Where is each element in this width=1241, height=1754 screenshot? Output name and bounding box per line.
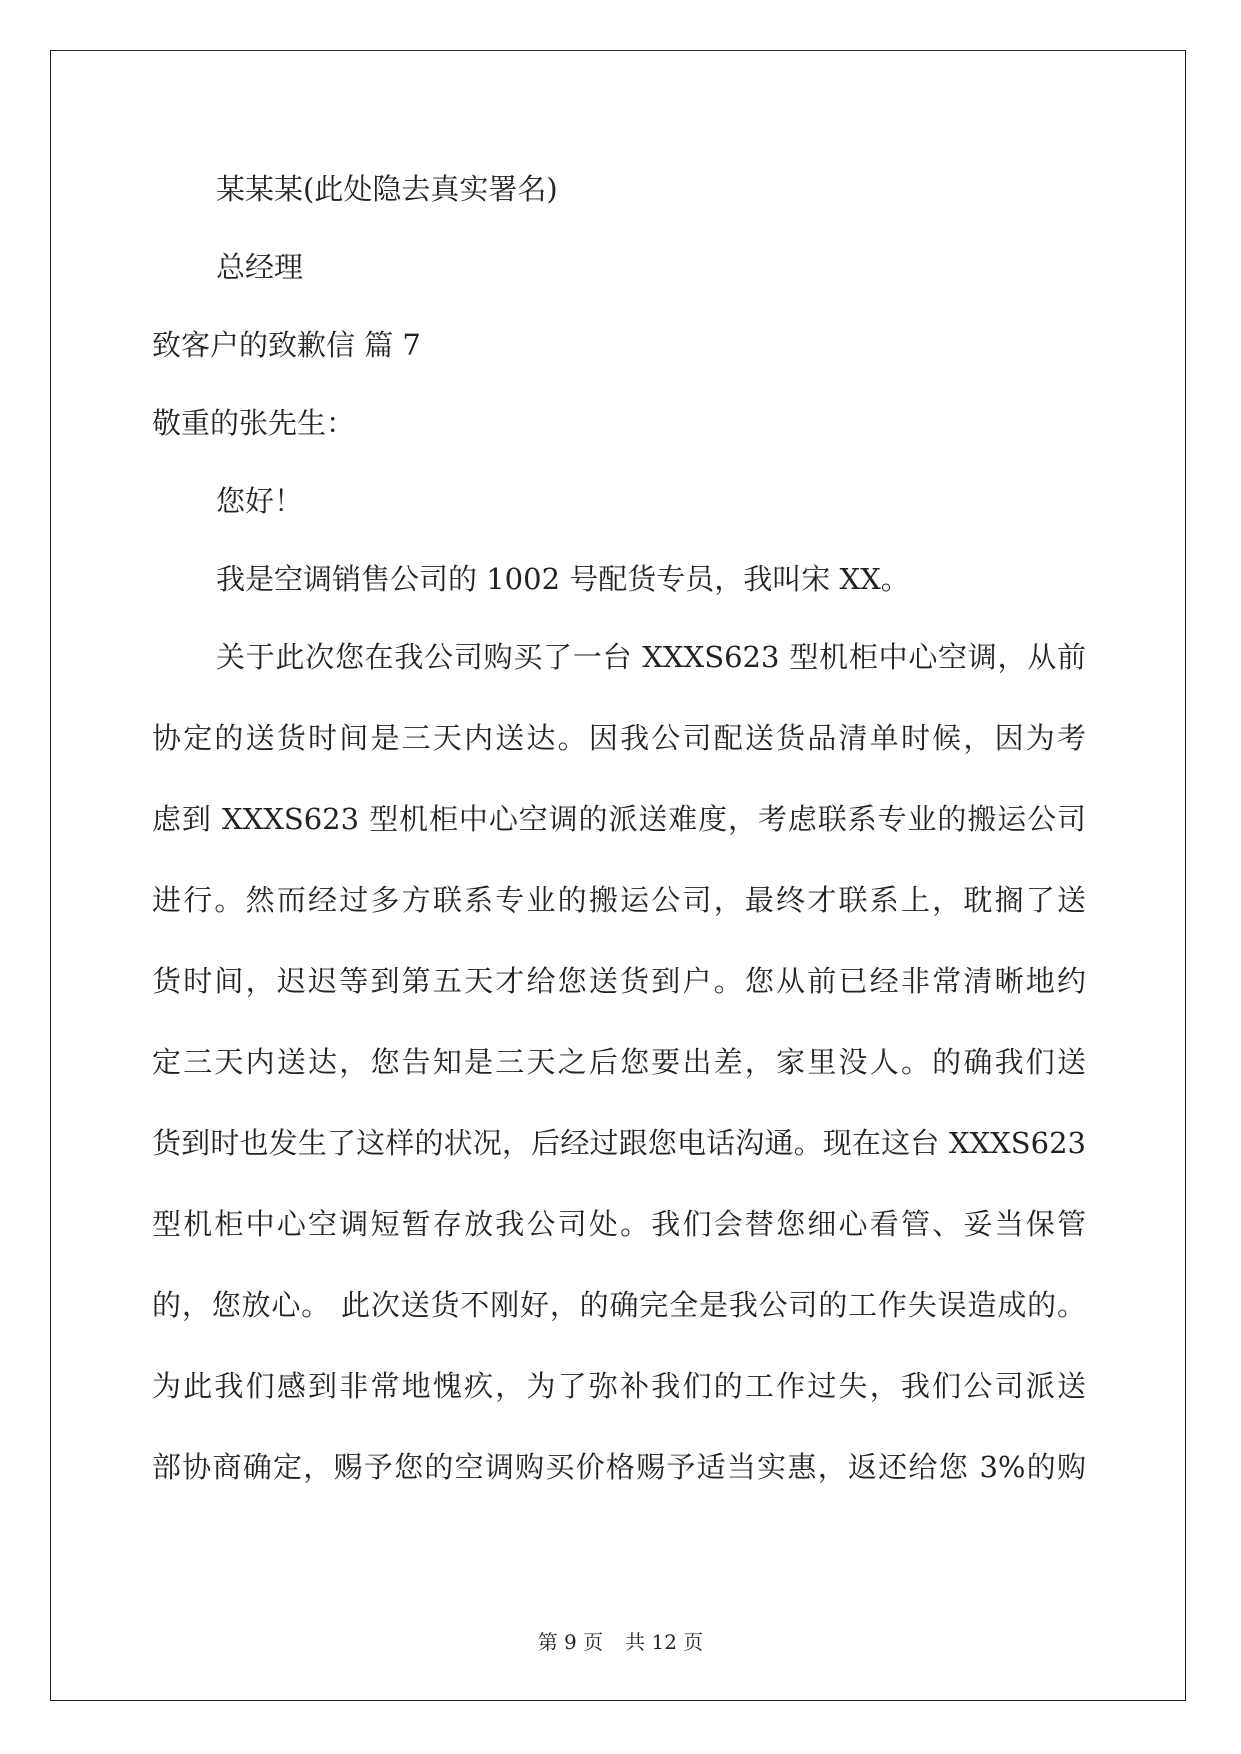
paragraph-line: 为此我们感到非常地愧疚，为了弥补我们的工作过失，我们公司派送 (152, 1369, 1086, 1403)
salutation: 敬重的张先生： (152, 406, 356, 440)
paragraph-line: 定三天内送达，您告知是三天之后您要出差，家里没人。的确我们送 (152, 1045, 1086, 1079)
paragraph-line: 协定的送货时间是三天内送达。因我公司配送货品清单时候，因为考 (152, 721, 1086, 755)
paragraph-line: 型机柜中心空调短暂存放我公司处。我们会替您细心看管、妥当保管 (152, 1207, 1086, 1241)
paragraph-line: 货时间，迟迟等到第五天才给您送货到户。您从前已经非常清晰地约 (152, 964, 1086, 998)
intro-paragraph: 我是空调销售公司的 1002 号配货专员，我叫宋 XX。 (216, 562, 910, 596)
paragraph-line: 关于此次您在我公司购买了一台 XXXS623 型机柜中心空调，从前 (216, 640, 1086, 674)
section-heading: 致客户的致歉信 篇 7 (152, 328, 421, 362)
paragraph-line: 货到时也发生了这样的状况，后经过跟您电话沟通。现在这台 XXXS623 (152, 1126, 1086, 1160)
signature-name: 某某某(此处隐去真实署名) (216, 172, 558, 206)
paragraph-line: 的，您放心。 此次送货不刚好，的确完全是我公司的工作失误造成的。 (152, 1288, 1086, 1322)
paragraph-line: 进行。然而经过多方联系专业的搬运公司，最终才联系上，耽搁了送 (152, 883, 1086, 917)
document-body (152, 160, 1086, 1519)
body-paragraph (152, 628, 1086, 1519)
signature-title: 总经理 (216, 250, 304, 284)
page-footer (0, 1626, 1241, 1655)
paragraph-line: 部协商确定，赐予您的空调购买价格赐予适当实惠，返还给您 3%的购 (152, 1450, 1086, 1484)
greeting: 您好！ (216, 484, 304, 518)
paragraph-line: 虑到 XXXS623 型机柜中心空调的派送难度，考虑联系专业的搬运公司 (152, 802, 1086, 836)
page-total: 共 12 页 (625, 1630, 704, 1654)
page-number: 第 9 页 (537, 1630, 604, 1654)
